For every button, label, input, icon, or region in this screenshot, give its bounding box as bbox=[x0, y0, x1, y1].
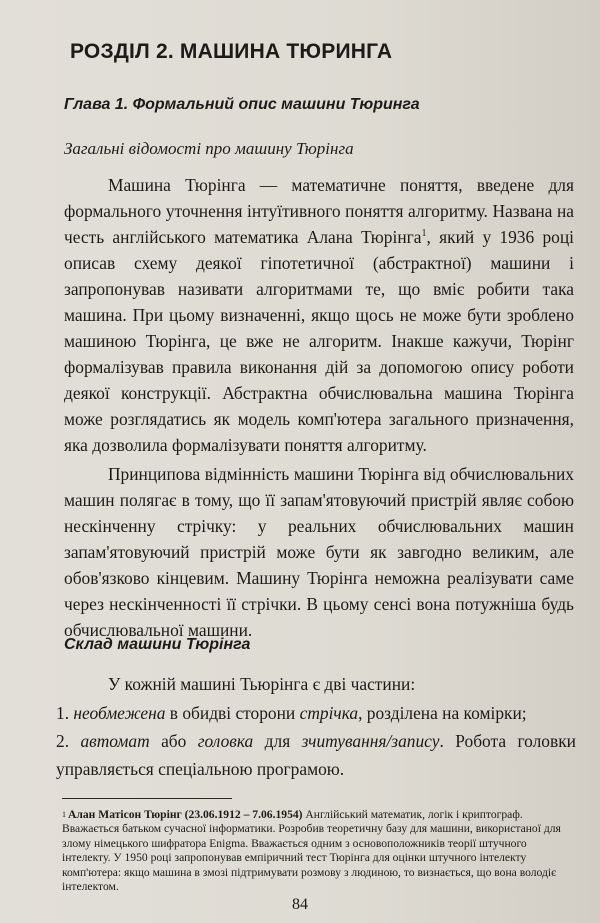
footnote-reference: 1 bbox=[421, 228, 427, 240]
subsection-title-composition: Склад машини Тюрінга bbox=[64, 636, 251, 653]
list-item-text: для bbox=[253, 731, 302, 751]
term-read-write: зчитування/запису bbox=[301, 731, 440, 751]
paragraph-intro bbox=[64, 172, 574, 458]
paragraph-intro-text-end: , який у 1936 році описав схему деякої гіпотетичної (абстрактної) машини і запропонував називати алгоритмами те, що вміє робити така машина. При цьому визначенні, якщо щось не може бути зроблено машиною Тюрінга, це вже не алгоритм. Інакше кажучи, Тюрінг формалізував правила виконання дій за допомогою опису роботи деякої конструкції. Абстрактна обчислювальна машина Тюрінга може розглядатись як модель комп'ютера загального призначення, яка дозволила формалізувати поняття алгоритму. bbox=[64, 227, 575, 455]
list-item-number: 2. bbox=[56, 731, 70, 751]
paragraph-intro-text-start: Машина Тюрінга — математичне поняття, введене для формального уточнення інтуїтивного поняття алгоритму. Названа на честь англійського математика Алана Тюрінга bbox=[64, 175, 574, 247]
footnote-number: 1 bbox=[62, 810, 66, 819]
footnote-divider bbox=[62, 798, 232, 799]
list-item bbox=[56, 699, 576, 727]
paragraph-difference: Принципова відмінність машини Тюрінга від обчислювальних машин полягає в тому, що її запам'ятовуючий пристрій являє собою нескінченну стрічку: у реальних обчислювальних машин запам'ятовуючий пристрій може бути як завгодно великим, але обов'язково кінцевим. Машину Тюрінга неможна реалізувати саме через нескінченності її стрічки. В цьому сенсі вона потужніша будь обчислювальної машини. bbox=[64, 464, 574, 640]
list-item bbox=[56, 727, 576, 783]
list-item-text: в обидві сторони bbox=[165, 703, 300, 723]
list-item-number: 1. bbox=[56, 703, 70, 723]
term-automaton: автомат bbox=[80, 731, 150, 751]
list-item-text: . Робота головки управляється спеціальною програмою. bbox=[56, 731, 576, 779]
footnote-person-name: Алан Матісон Тюрінг (23.06.1912 – 7.06.1954) bbox=[68, 808, 303, 821]
paragraph-parts: У кожній машині Тьюрінга є дві частини: bbox=[108, 674, 416, 694]
footnote-text: Англійський математик, логік і криптограф. Вважається батьком сучасної інформатики. Розробив теоретичну базу для машини, використаної для злому німецького шифратора Enigma. Вважається одним з основоположників теорії штучного інтелекту. У 1950 році запропонував емпіричний тест Тюрінга для оцінки штучного інтелекту комп'ютера: якщо машина в змозі підтримувати розмову з людиною, то визнається, що вона володіє інтелектом. bbox=[62, 808, 561, 894]
parts-list bbox=[56, 699, 576, 783]
footnote bbox=[62, 808, 570, 894]
section-title: Глава 1. Формальний опис машини Тюринга bbox=[64, 96, 420, 113]
term-unbounded: необмежена bbox=[73, 703, 166, 723]
term-head: головка bbox=[197, 731, 254, 751]
list-item-text: , розділена на комірки; bbox=[358, 703, 527, 723]
page-number: 84 bbox=[292, 896, 308, 913]
list-item-text: або bbox=[149, 731, 198, 751]
chapter-title: РОЗДІЛ 2. МАШИНА ТЮРИНГА bbox=[70, 40, 393, 63]
subsection-title-general: Загальні відомості про машину Тюрінга bbox=[64, 139, 354, 158]
term-tape: стрічка bbox=[299, 703, 359, 723]
